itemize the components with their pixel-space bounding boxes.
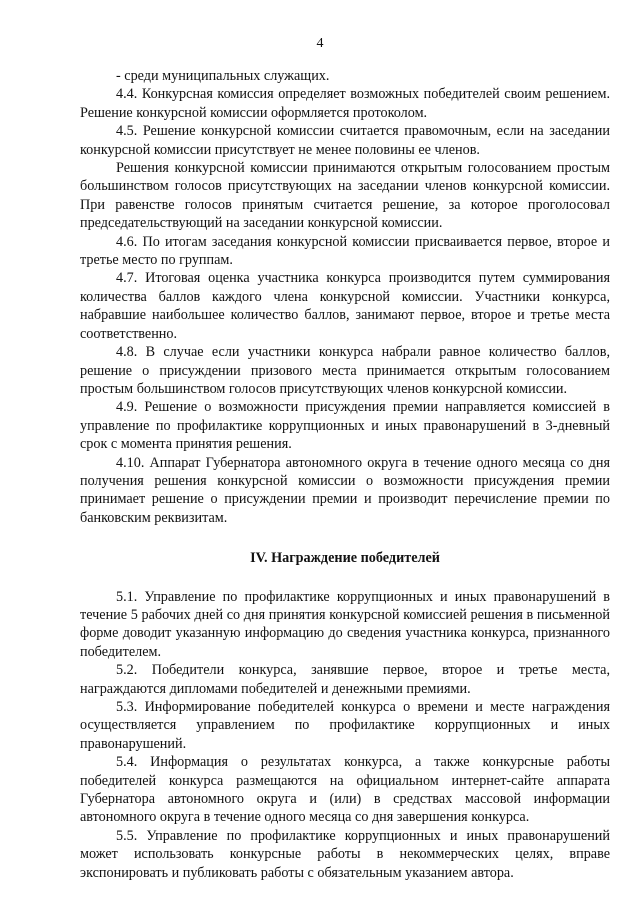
paragraph-4-5: 4.5. Решение конкурсной комиссии считается правомочным, если на заседании конкурсной комиссии присутствует не менее половины ее членов. [80,123,610,158]
paragraph-4-9: 4.9. Решение о возможности присуждения премии направляется комиссией в управление по профилактике коррупционных и иных правонарушений в 3-дневный срок с момента принятия решения. [80,399,610,453]
paragraph-voting-rules: Решения конкурсной комиссии принимаются открытым голосованием простым большинством голосов присутствующих на заседании членов конкурсной комиссии. При равенстве голосов принятым считается решение, за которое проголосовал председательствующий на заседании конкурсной комиссии. [80,160,610,232]
paragraph-5-3: 5.3. Информирование победителей конкурса о времени и месте награждения осуществляется управлением по профилактике коррупционных и иных правонарушений. [80,699,610,752]
paragraph-list-item-municipal: - среди муниципальных служащих. [116,68,330,84]
document-body [80,67,610,882]
paragraph-4-4: 4.4. Конкурсная комиссия определяет возможных победителей своим решением. Решение конкурсной комиссии оформляется протоколом. [80,86,610,121]
paragraph-5-2: 5.2. Победители конкурса, занявшие первое, второе и третье места, награждаются дипломами победителей и денежными премиями. [80,662,610,697]
paragraph-4-6: 4.6. По итогам заседания конкурсной комиссии присваивается первое, второе и третье место по группам. [80,233,610,269]
paragraph-5-4: 5.4. Информация о результатах конкурса, а также конкурсные работы победителей конкурса размещаются на официальном интернет-сайте аппарата Губернатора автономного округа и (или) в средствах массовой информации автономного округа в течение одного месяца со дня завершения конкурса. [80,754,610,826]
paragraph-4-8: 4.8. В случае если участники конкурса набрали равное количество баллов, решение о присуждении призового места принимается открытым голосованием простым большинством голосов присутствующих членов конкурсной комиссии. [80,344,610,397]
section-title: IV. Награждение победителей [250,550,440,567]
paragraph-5-1: 5.1. Управление по профилактике коррупционных и иных правонарушений в течение 5 рабочих дней со дня принятия конкурсной комиссией решения в письменной форме доводит указанную информацию до сведения участника конкурса, признанного победителем. [80,588,610,660]
paragraph-5-5: 5.5. Управление по профилактике коррупционных и иных правонарушений может использовать конкурсные работы в некоммерческих целях, вправе экспонировать и публиковать работы с обязательным указанием автора. [80,827,610,881]
paragraph-4-10: 4.10. Аппарат Губернатора автономного округа в течение одного месяца со дня получения решения конкурсной комиссии о возможности присуждения премии принимает решение о присуждении премии и производит перечисление премии по банковским реквизитам. [80,454,610,526]
paragraph-4-7: 4.7. Итоговая оценка участника конкурса производится путем суммирования количества баллов каждого члена конкурсной комиссии. Участники конкурса, набравшие наибольшее количество баллов, занимают первое, второе и третье места соответственно. [80,270,610,342]
page-number: 4 [316,36,324,51]
